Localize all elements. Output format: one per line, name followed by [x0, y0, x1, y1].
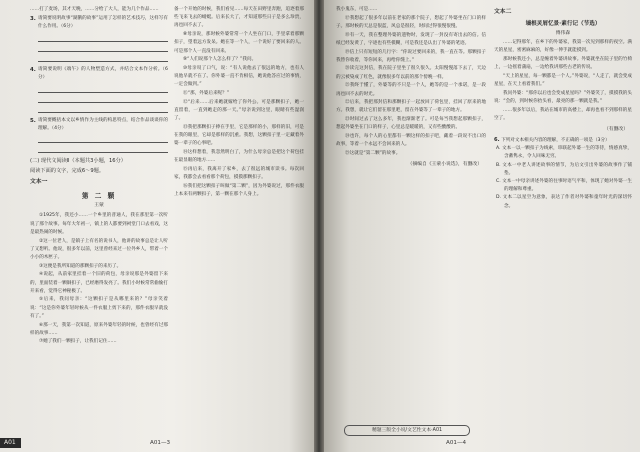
story-paragraph: ⑲信上只有短短的几行字：“你说过要回来的，我一直在等。那颗扣子我替你收着，等你回来，再给你缝上。”: [336, 49, 486, 63]
story-paragraph: ⑩母亲叹了口气，说：“有人说他去了很远的地方，也有人说他早就不在了。你外婆一直不肯相信，她说他答应过的事情，一定会做到。”: [174, 65, 304, 88]
story-author: 王蒙: [94, 203, 104, 209]
story-paragraph: ㉕这就是“第二颗”的故事。: [345, 150, 401, 156]
book-spine: [314, 0, 324, 452]
story-paragraph: ⑱有一天，我在整理外婆的遗物时，发现了一封没有寄出去的信。信纸已经发黄了，字迹也有些模糊，可是我还是认出了外婆的笔迹。: [336, 32, 486, 46]
answer-line[interactable]: [38, 32, 168, 42]
text-two-author: 傅伟森: [555, 31, 571, 36]
right-page-number: A01—4: [446, 440, 467, 446]
text-two-paragraph: ……很多年以后，我站在城市的高楼上，却再也看不到那样的星空了。: [494, 107, 632, 121]
left-page: [0, 0, 314, 452]
story-paragraph: ⑮再后来，我离开了家乡，去了很远的城市读书。每次回家，我都会去看看那个荷包，摸摸那颗扣子。: [174, 166, 304, 181]
answer-line[interactable]: [38, 133, 168, 143]
story-paragraph: ⑳读完这封信，我在院子里坐了很久很久。太阳慢慢落下去了，天边的云被染成了红色，就像很多年以前的那个傍晚一样。: [336, 66, 486, 80]
section-instruction: 阅读下面的文字，完成6～9题。: [30, 168, 105, 175]
left-column-1: [30, 6, 168, 347]
question-6-text: 下列对文本相关内容的理解，不正确的一项是（3分）: [501, 138, 610, 144]
question-3: [30, 15, 168, 31]
question-5-number: 5.: [30, 117, 36, 124]
story-paragraph: ④说起，从前家里挂着一个旧的荷包，母亲说那是外婆留下来的，里面装着一颗铜扣子，已经磨得发亮了。我们小时候常常偷偷打开来看，觉得它神秘极了。: [30, 272, 168, 294]
text-two-title: 墙根灵屑忆景·素行记（节选）: [525, 21, 601, 27]
story-title: 第 二 颗: [81, 192, 117, 201]
text-one-label: 文本一: [30, 179, 48, 186]
question-5: [30, 117, 168, 133]
text-two-source: （有删改）: [604, 127, 628, 133]
option-b[interactable]: B. 文本一中老人讲述故事的情节，为后文引出外婆的故事作了铺垫。: [496, 162, 632, 176]
story-paragraph: ⑨“人们说那个人怎么样了？”我问。: [183, 57, 257, 63]
story-paragraph: ①1925年，我还小……一个乡里的普通人，我在那里第一次听说了那个故事。每年大年初一，镇上的人都要到祠堂门口去看戏，这是最热闹的时候。: [30, 213, 168, 235]
story-paragraph: ⑫“后来……后来她就嫁给了你外公。可是那颗扣子，她一直留着，一直到她走的那一天。”母亲说到这里，眼睛有些湿润了。: [174, 99, 304, 122]
left-column-2: [174, 6, 304, 200]
text-two-paragraph: “天上的星星，每一颗都是一个人。”外婆说，“人走了，就会变成星星，在天上看着我们。”: [494, 73, 632, 88]
option-d[interactable]: D. 文本二以星空为意象，表达了作者对外婆和童年时光的深切怀念。: [496, 195, 632, 209]
page-tag: A01: [0, 438, 21, 448]
story-paragraph: ⑪“那，外婆后来呢？”: [183, 91, 230, 97]
story-paragraph: ⑬我把那颗扣子捧在手里，它是那样的小，那样的旧，可是在我的眼里，它却是那样的沉重。我想，这颗扣子里一定藏着外婆一辈子的心事吧。: [174, 124, 304, 147]
answer-line[interactable]: [38, 103, 168, 113]
story-paragraph: 备一个开始的时候，我们看见……每天在田野里奔跑，追逐着那些飞来飞去的蜻蜓。后来长大了，才知道那些日子是多么珍贵，再也回不去了。: [174, 7, 304, 29]
story-paragraph: ㉔也许，每个人的心里都有一颗这样的扣子吧，藏着一段说不出口的故事，等着一个永远不会回来的人。: [336, 134, 486, 148]
footer-caption: 精题三版全小说/文艺性文本·A01: [344, 425, 470, 436]
story-paragraph: ⑰我想起了很多年以前在老家的那个院子，想起了外婆坐在门口的样子。那时候的天总是很蓝，风总是很轻，时间过得很慢很慢。: [336, 15, 486, 29]
section-heading: (二) 现代文阅读Ⅱ（本题共3小题，16分）: [30, 158, 126, 165]
story-source: （摘编自《王蒙小说选》，有删改）: [407, 162, 482, 168]
right-column-2: [494, 6, 632, 211]
question-6-number: 6.: [494, 137, 500, 144]
answer-line[interactable]: [38, 83, 168, 93]
story-paragraph: ㉓时间过去了这么多年，我也渐渐老了。可是每当我想起那颗扣子，想起外婆坐在门口的样子，心里总是暖暖的，又有些酸酸的。: [336, 117, 486, 131]
question-4-number: 4.: [30, 66, 36, 73]
q3-preface: ……打了麦场，其才天晚，……分给了大人，能为几个作品……: [30, 7, 159, 12]
question-5-text: 请简要概括本文以乡情作为主线的构思特点，结合作品谈谈你的理解。（4分）: [38, 117, 168, 131]
story-paragraph: ⑯我们把这颗扣子叫做“第二颗”，因为外婆说过，那件衣服上本来有两颗扣子，第一颗在那个人身上。: [174, 183, 304, 197]
answer-line[interactable]: [38, 52, 168, 62]
question-4: [30, 66, 168, 82]
story-paragraph: ③这便是我所知道的那颗扣子的来历了。: [39, 263, 122, 269]
right-column-1: [336, 6, 486, 171]
right-page: [324, 0, 640, 452]
story-paragraph: 我小鬼东，可是……: [336, 7, 378, 12]
story-paragraph: ㉑我终于懂了，外婆等的不只是一个人，她等的是一个承诺，是一段再也回不去的时光。: [336, 83, 486, 97]
answer-line[interactable]: [38, 93, 168, 103]
text-two-paragraph: ……记得那年，在乡下的外婆家，我第一次见到那样的夜空。满天的星星，密密麻麻的，好像一伸手就能摸到。: [494, 40, 632, 54]
text-two-paragraph: 我问外婆：“那你以后也会变成星星吗？”外婆笑了，摸摸我的头说：“会的，到时候你抬头看，最亮的那一颗就是我。”: [494, 90, 632, 104]
story-paragraph: ②这一位老人，是镇子上有名的说书人，他讲的故事总是让人听了又想听。他说，很多年以前，这里曾经来过一位外乡人，带着一个小小的木匣子。: [30, 238, 168, 260]
left-page-number: A01—3: [150, 440, 171, 446]
option-c[interactable]: C. 文本一中母亲讲述外婆的往事时语气平和，体现了她对外婆一生的理解和尊重。: [496, 179, 632, 193]
story-paragraph: ⑧母亲说，那时候外婆常常一个人坐在门口，手里拿着那颗扣子，望着远方发呆。她在等一个人，一个说好了要回来的人。可是那个人一直没有回来。: [174, 32, 304, 54]
option-a[interactable]: A. 文本一以一颗扣子为线索，串联起外婆一生的等待，情感真挚，含蓄隽永，令人回味无穷。: [496, 146, 632, 160]
answer-line[interactable]: [38, 42, 168, 52]
question-3-number: 3.: [30, 15, 36, 22]
story-paragraph: ⑦她了我们一颗扣子，让我们记住……: [39, 339, 117, 345]
question-4-text: 请简要说明《端午》的人物塑造方式，并结合文本作分析。（6分）: [38, 66, 168, 80]
story-paragraph: ⑥那一天，我第一次知道，原来外婆年轻的时候，也曾经有过那样的故事……: [30, 322, 168, 336]
story-paragraph: ⑭这样想着，我忽然明白了，为什么母亲总是把这个荷包挂在最显眼的地方……: [174, 149, 304, 164]
question-3-text: 请简要说明故事“湖鹅的故事”运用了怎样的艺术技巧，这样写有什么作用。（6分）: [38, 15, 168, 29]
text-two-paragraph: 那时候我还小，总是缠着外婆讲故事。外婆就坐在院子里的竹椅上，一边摇着蒲扇，一边给我讲那些古老的传说。: [494, 56, 632, 71]
text-two-label: 文本二: [494, 9, 512, 15]
story-paragraph: ⑤后来，我问母亲：“这颗扣子是从哪里来的？”母亲笑着说：“这是你外婆年轻时候从一件衣服上剪下来的，那件衣服早就没有了。”: [30, 297, 168, 319]
story-paragraph: ㉒后来，我把那封信和那颗扣子一起放回了荷包里，挂回了原来的地方。我想，就让它们留在那里吧，留在外婆等了一辈子的地方。: [336, 100, 486, 114]
question-6: [494, 136, 632, 145]
answer-line[interactable]: [38, 143, 168, 153]
